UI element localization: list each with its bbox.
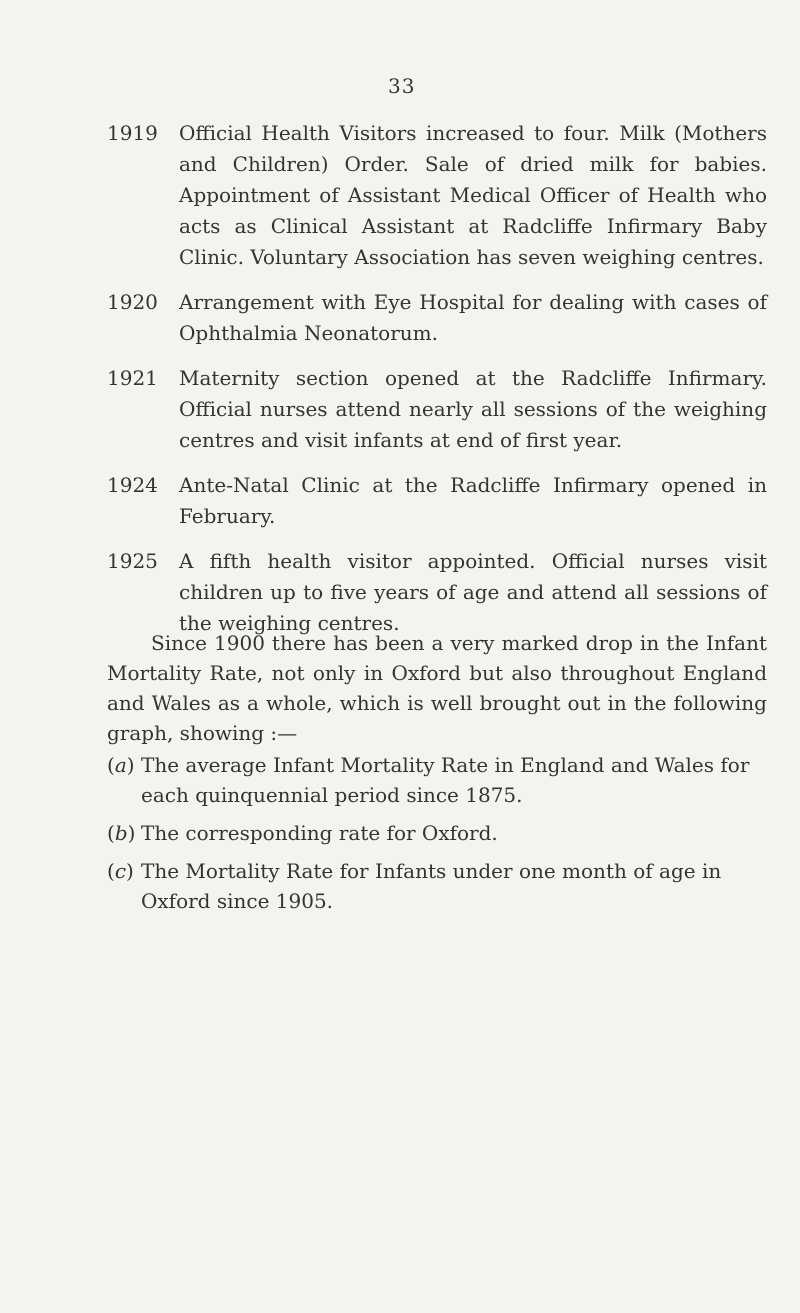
- page-number: 33: [388, 74, 416, 98]
- entry-text: A fifth health visitor appointed. Official nurses visit children up to five years of age and attend all sessions of the weighing centres.: [179, 549, 767, 635]
- list-item-text: The average Infant Mortality Rate in England and Wales for each quinquennial period since 1875.: [141, 753, 750, 807]
- entry-text: Official Health Visitors increased to four. Milk (Mothers and Children) Order. Sale of dried milk for babies. Appointment of Assistant Medical Officer of Health who acts as Clinical Assistant at Radcliffe Infirmary Baby Clinic. Voluntary Association has seven weighing centres.: [179, 121, 767, 269]
- list-item: [107, 818, 767, 848]
- list-marker: (a): [107, 753, 135, 777]
- list-item-text: The Mortality Rate for Infants under one month of age in Oxford since 1905.: [141, 859, 722, 913]
- chronology-entry: [107, 470, 767, 532]
- chronology-entry: [107, 118, 767, 273]
- entry-year: 1924: [107, 473, 158, 497]
- list-item: [107, 856, 767, 916]
- entry-year: 1921: [107, 366, 158, 390]
- list-item-text: The corresponding rate for Oxford.: [141, 821, 498, 845]
- chronology-list: [107, 118, 767, 653]
- graph-contents-list: [107, 750, 767, 924]
- entry-text: Arrangement with Eye Hospital for dealing with cases of Ophthalmia Neonatorum.: [179, 290, 767, 345]
- list-marker: (c): [107, 859, 134, 883]
- chronology-entry: [107, 546, 767, 639]
- list-marker: (b): [107, 821, 136, 845]
- entry-text: Maternity section opened at the Radcliffe Infirmary. Official nurses attend nearly all sessions of the weighing centres and visit infants at end of first year.: [179, 366, 767, 452]
- entry-text: Ante-Natal Clinic at the Radcliffe Infirmary opened in February.: [179, 473, 767, 528]
- entry-year: 1919: [107, 121, 158, 145]
- list-item: [107, 750, 767, 810]
- entry-year: 1920: [107, 290, 158, 314]
- chronology-entry: [107, 363, 767, 456]
- summary-paragraph: Since 1900 there has been a very marked drop in the Infant Mortality Rate, not only in Oxford but also throughout England and Wales as a whole, which is well brought out in the following graph, showing :—: [107, 631, 767, 745]
- chronology-entry: [107, 287, 767, 349]
- entry-year: 1925: [107, 549, 158, 573]
